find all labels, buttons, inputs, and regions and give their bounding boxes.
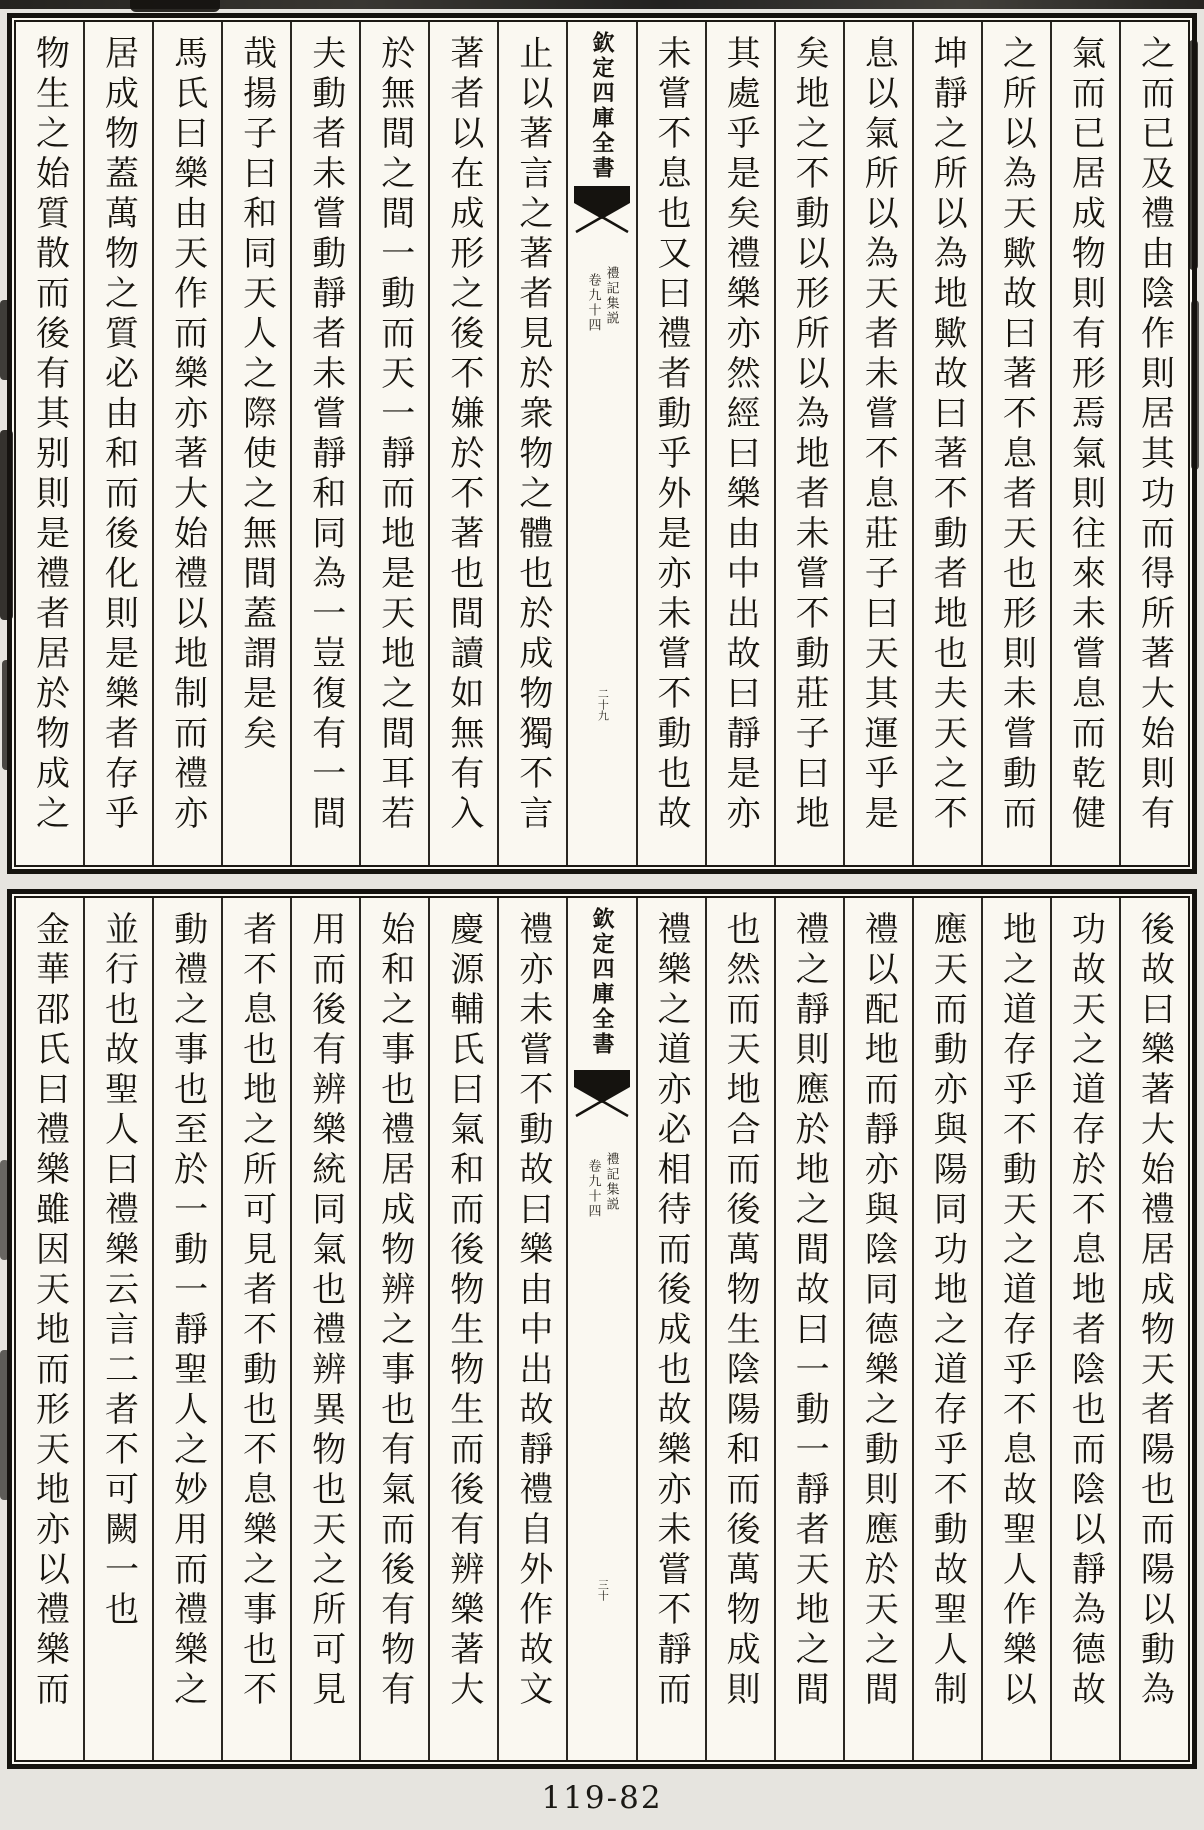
text-column bbox=[359, 898, 428, 1760]
column-text: 始和之事也禮居成物辨之事也有氣而後有物有 bbox=[374, 911, 415, 1711]
column-text: 應天而動亦與陽同功地之道存乎不動故聖人制 bbox=[927, 911, 968, 1711]
fishtail-mark-icon bbox=[573, 1070, 631, 1118]
column-text: 動禮之事也至於一動一靜聖人之妙用而禮樂之 bbox=[167, 911, 208, 1711]
column-text: 禮樂之道亦必相待而後成也故樂亦未嘗不靜而 bbox=[651, 911, 692, 1711]
column-text: 功故天之道存於不息地者陰也而陰以靜為德故 bbox=[1065, 911, 1106, 1711]
text-column bbox=[705, 898, 774, 1760]
column-text: 也然而天地合而後萬物生陰陽和而後萬物成則 bbox=[720, 911, 761, 1711]
text-column bbox=[152, 22, 221, 865]
text-column bbox=[290, 22, 359, 865]
volume-label: 卷九十四 bbox=[585, 273, 601, 334]
column-text: 馬氏曰樂由天作而樂亦著大始禮以地制而禮亦 bbox=[167, 35, 208, 835]
text-column bbox=[83, 22, 152, 865]
fishtail-mark-icon bbox=[573, 186, 631, 234]
text-column bbox=[1119, 898, 1188, 1760]
column-text: 息以氣所以為天者未嘗不息莊子曰天其運乎是 bbox=[858, 35, 899, 835]
folio-number: 三十 bbox=[596, 1578, 610, 1601]
column-text: 地之道存乎不動天之道存乎不息故聖人作樂以 bbox=[996, 911, 1037, 1711]
column-text: 並行也故聖人曰禮樂云言二者不可闕一也 bbox=[98, 911, 139, 1631]
book-title: 欽定四庫全書 bbox=[588, 31, 615, 181]
text-column bbox=[774, 22, 843, 865]
text-column bbox=[497, 898, 566, 1760]
text-column bbox=[1050, 22, 1119, 865]
column-text: 之而已及禮由陰作則居其功而得所著大始則有 bbox=[1134, 35, 1175, 835]
column-text: 夫動者未嘗動靜者未嘗靜和同為一豈復有一間 bbox=[305, 35, 346, 835]
center-title-column bbox=[566, 898, 635, 1760]
column-text: 慶源輔氏曰氣和而後物生物生而後有辨樂著大 bbox=[443, 911, 484, 1711]
text-column bbox=[221, 22, 290, 865]
text-column bbox=[1050, 898, 1119, 1760]
column-text: 未嘗不息也又曰禮者動乎外是亦未嘗不動也故 bbox=[651, 35, 692, 835]
column-text: 禮以配地而靜亦與陰同德樂之動則應於天之間 bbox=[858, 911, 899, 1711]
column-text: 禮亦未嘗不動故曰樂由中出故靜禮自外作故文 bbox=[512, 911, 553, 1711]
text-column bbox=[981, 22, 1050, 865]
lower-page-frame bbox=[14, 896, 1190, 1762]
column-text: 哉揚子曰和同天人之際使之無間蓋謂是矣 bbox=[236, 35, 277, 755]
text-column bbox=[428, 898, 497, 1760]
scan-artifact bbox=[130, 0, 220, 12]
column-text: 之所以為天歟故曰著不息者天也形則未嘗動而 bbox=[996, 35, 1037, 835]
text-column bbox=[981, 898, 1050, 1760]
text-column bbox=[636, 898, 705, 1760]
book-title: 欽定四庫全書 bbox=[588, 907, 615, 1057]
column-text: 者不息也地之所可見者不動也不息樂之事也不 bbox=[236, 911, 277, 1711]
lower-page bbox=[7, 889, 1197, 1769]
column-text: 於無間之間一動而天一靜而地是天地之間耳若 bbox=[374, 35, 415, 835]
page-number: 119-82 bbox=[541, 1780, 663, 1816]
scan-artifact bbox=[0, 1160, 9, 1260]
scan-artifact bbox=[0, 1350, 10, 1500]
text-column bbox=[843, 22, 912, 865]
upper-page bbox=[7, 13, 1197, 874]
text-column bbox=[290, 898, 359, 1760]
column-text: 用而後有辨樂統同氣也禮辨異物也天之所可見 bbox=[305, 911, 346, 1711]
text-column bbox=[774, 898, 843, 1760]
text-column bbox=[152, 898, 221, 1760]
column-text: 止以著言之著者見於衆物之體也於成物獨不言 bbox=[512, 35, 553, 835]
running-title-group bbox=[586, 1152, 617, 1219]
column-text: 居成物蓋萬物之質必由和而後化則是樂者存乎 bbox=[98, 35, 139, 835]
text-column bbox=[16, 22, 83, 865]
text-column bbox=[1119, 22, 1188, 865]
volume-label: 卷九十四 bbox=[585, 1159, 601, 1220]
text-column bbox=[83, 898, 152, 1760]
text-column bbox=[912, 22, 981, 865]
scan-artifact bbox=[1189, 40, 1198, 270]
text-column bbox=[705, 22, 774, 865]
column-text: 後故曰樂著大始禮居成物天者陽也而陽以動為 bbox=[1134, 911, 1175, 1711]
text-column bbox=[221, 898, 290, 1760]
work-title: 禮記集説 bbox=[603, 266, 619, 327]
folio-number: 二十九 bbox=[596, 687, 610, 721]
text-column bbox=[636, 22, 705, 865]
scan-artifact bbox=[1191, 300, 1199, 470]
column-text: 坤靜之所以為地歟故曰著不動者地也夫天之不 bbox=[927, 35, 968, 835]
work-title: 禮記集説 bbox=[603, 1152, 619, 1213]
column-text: 著者以在成形之後不嫌於不著也間讀如無有入 bbox=[443, 35, 484, 835]
scan-artifact bbox=[0, 430, 13, 620]
text-column bbox=[497, 22, 566, 865]
running-title-group bbox=[586, 266, 617, 333]
text-column bbox=[16, 898, 83, 1760]
column-text: 其處乎是矣禮樂亦然經曰樂由中出故曰靜是亦 bbox=[720, 35, 761, 835]
scan-artifact bbox=[0, 300, 11, 380]
center-title-column bbox=[566, 22, 635, 865]
text-column bbox=[428, 22, 497, 865]
column-text: 金華邵氏曰禮樂雖因天地而形天地亦以禮樂而 bbox=[29, 911, 70, 1711]
column-text: 矣地之不動以形所以為地者未嘗不動莊子曰地 bbox=[789, 35, 830, 835]
column-text: 氣而已居成物則有形焉氣則往來未嘗息而乾健 bbox=[1065, 35, 1106, 835]
column-text: 物生之始質散而後有其别則是禮者居於物成之 bbox=[29, 35, 70, 835]
column-text: 禮之靜則應於地之間故曰一動一靜者天地之間 bbox=[789, 911, 830, 1711]
text-column bbox=[359, 22, 428, 865]
text-column bbox=[912, 898, 981, 1760]
upper-page-frame bbox=[14, 20, 1190, 867]
scan-artifact bbox=[2, 660, 11, 770]
text-column bbox=[843, 898, 912, 1760]
